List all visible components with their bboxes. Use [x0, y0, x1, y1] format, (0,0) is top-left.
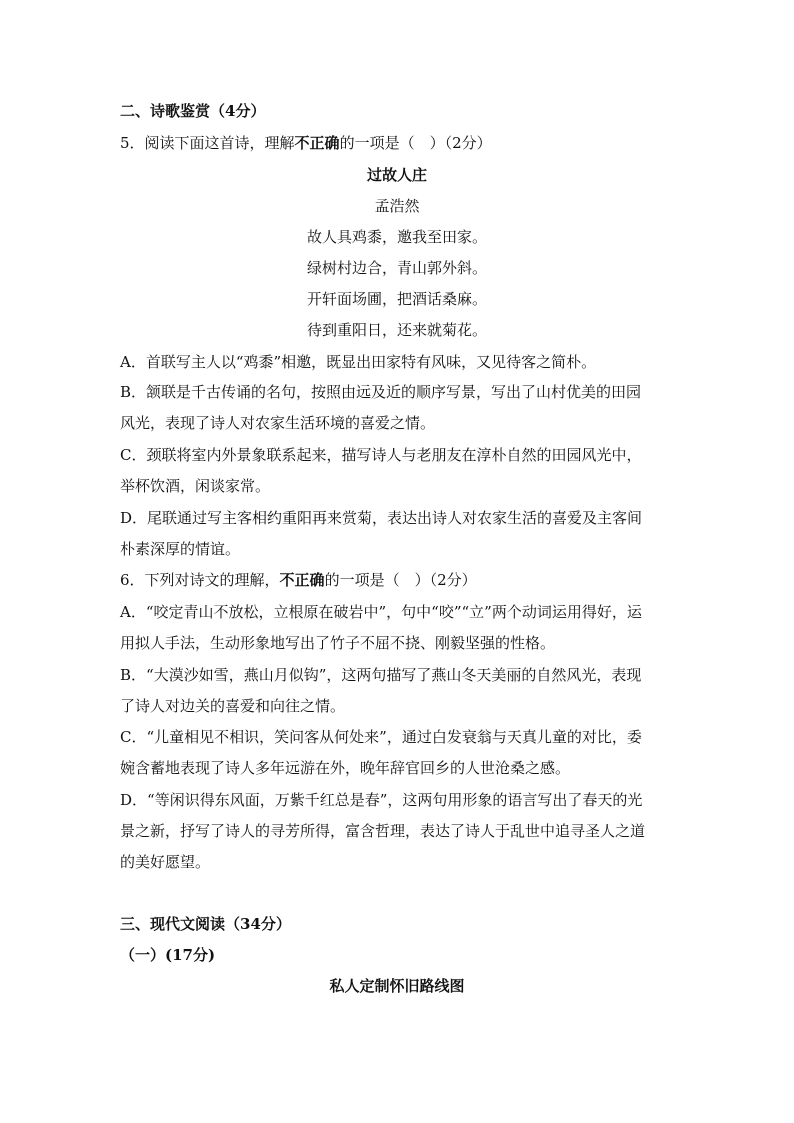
- article-title: 私人定制怀旧路线图: [329, 977, 465, 995]
- section2-heading: 二、诗歌鉴赏（4分）: [120, 102, 266, 120]
- q5-option-a: A．首联写主人以“鸡黍”相邀，既显出田家特有风味，又见待客之简朴。: [120, 353, 597, 371]
- q6-option-d: D．“等闲识得东风面，万紫千红总是春”，这两句用形象的语言写出了春天的光: [120, 791, 643, 809]
- q6-option-d-cont: 景之新，抒写了诗人的寻芳所得，富含哲理，表达了诗人于乱世中追寻圣人之道: [120, 822, 646, 840]
- q5-option-b-cont: 风光，表现了诗人对农家生活环境的喜爱之情。: [120, 414, 436, 432]
- q6-option-b: B．“大漠沙如雪，燕山月似钩”，这两句描写了燕山冬天美丽的自然风光，表现: [120, 666, 642, 684]
- q6-option-b-cont: 了诗人对边关的喜爱和向往之情。: [120, 697, 346, 715]
- poem-line: 开轩面场圃，把酒话桑麻。: [306, 290, 487, 308]
- q5-option-c: C．颈联将室内外景象联系起来，描写诗人与老朋友在淳朴自然的田园风光中，: [120, 446, 642, 464]
- poem-line: 绿树村边合，青山郭外斜。: [306, 259, 487, 277]
- q6-option-a-cont: 用拟人手法，生动形象地写出了竹子不屈不挠、刚毅坚强的性格。: [120, 634, 556, 652]
- q5-option-b: B．颔联是千古传诵的名句，按照由远及近的顺序写景，写出了山村优美的田园: [120, 383, 642, 401]
- q6-option-a: A．“咬定青山不放松，立根原在破岩中”，句中“咬”“立”两个动词运用得好，运: [120, 603, 642, 621]
- q6-stem: 6．下列对诗文的理解，不正确的一项是（ ）（2分）: [120, 571, 477, 589]
- q5-option-d: D．尾联通过写主客相约重阳再来赏菊，表达出诗人对农家生活的喜爱及主客间: [120, 509, 643, 527]
- q5-option-c-cont: 举杯饮酒，闲谈家常。: [120, 477, 271, 495]
- poem-line: 待到重阳日，还来就菊花。: [306, 321, 487, 339]
- section3-part1: （一）(17分): [120, 946, 216, 964]
- section3-heading: 三、现代文阅读（34分）: [120, 915, 291, 933]
- q6-option-c: C．“儿童相见不相识，笑问客从何处来”，通过白发衰翁与天真儿童的对比，委: [120, 728, 642, 746]
- q5-stem: 5．阅读下面这首诗，理解不正确的一项是（ ）（2分）: [120, 134, 492, 152]
- q5-option-d-cont: 朴素深厚的情谊。: [120, 540, 241, 558]
- poem-title: 过故人庄: [366, 166, 427, 184]
- poem-line: 故人具鸡黍，邀我至田家。: [306, 228, 487, 246]
- poem-author: 孟浩然: [374, 197, 420, 215]
- q6-option-d-cont2: 的美好愿望。: [120, 853, 211, 871]
- q6-option-c-cont: 婉含蓄地表现了诗人多年远游在外，晚年辞官回乡的人世沧桑之感。: [120, 759, 571, 777]
